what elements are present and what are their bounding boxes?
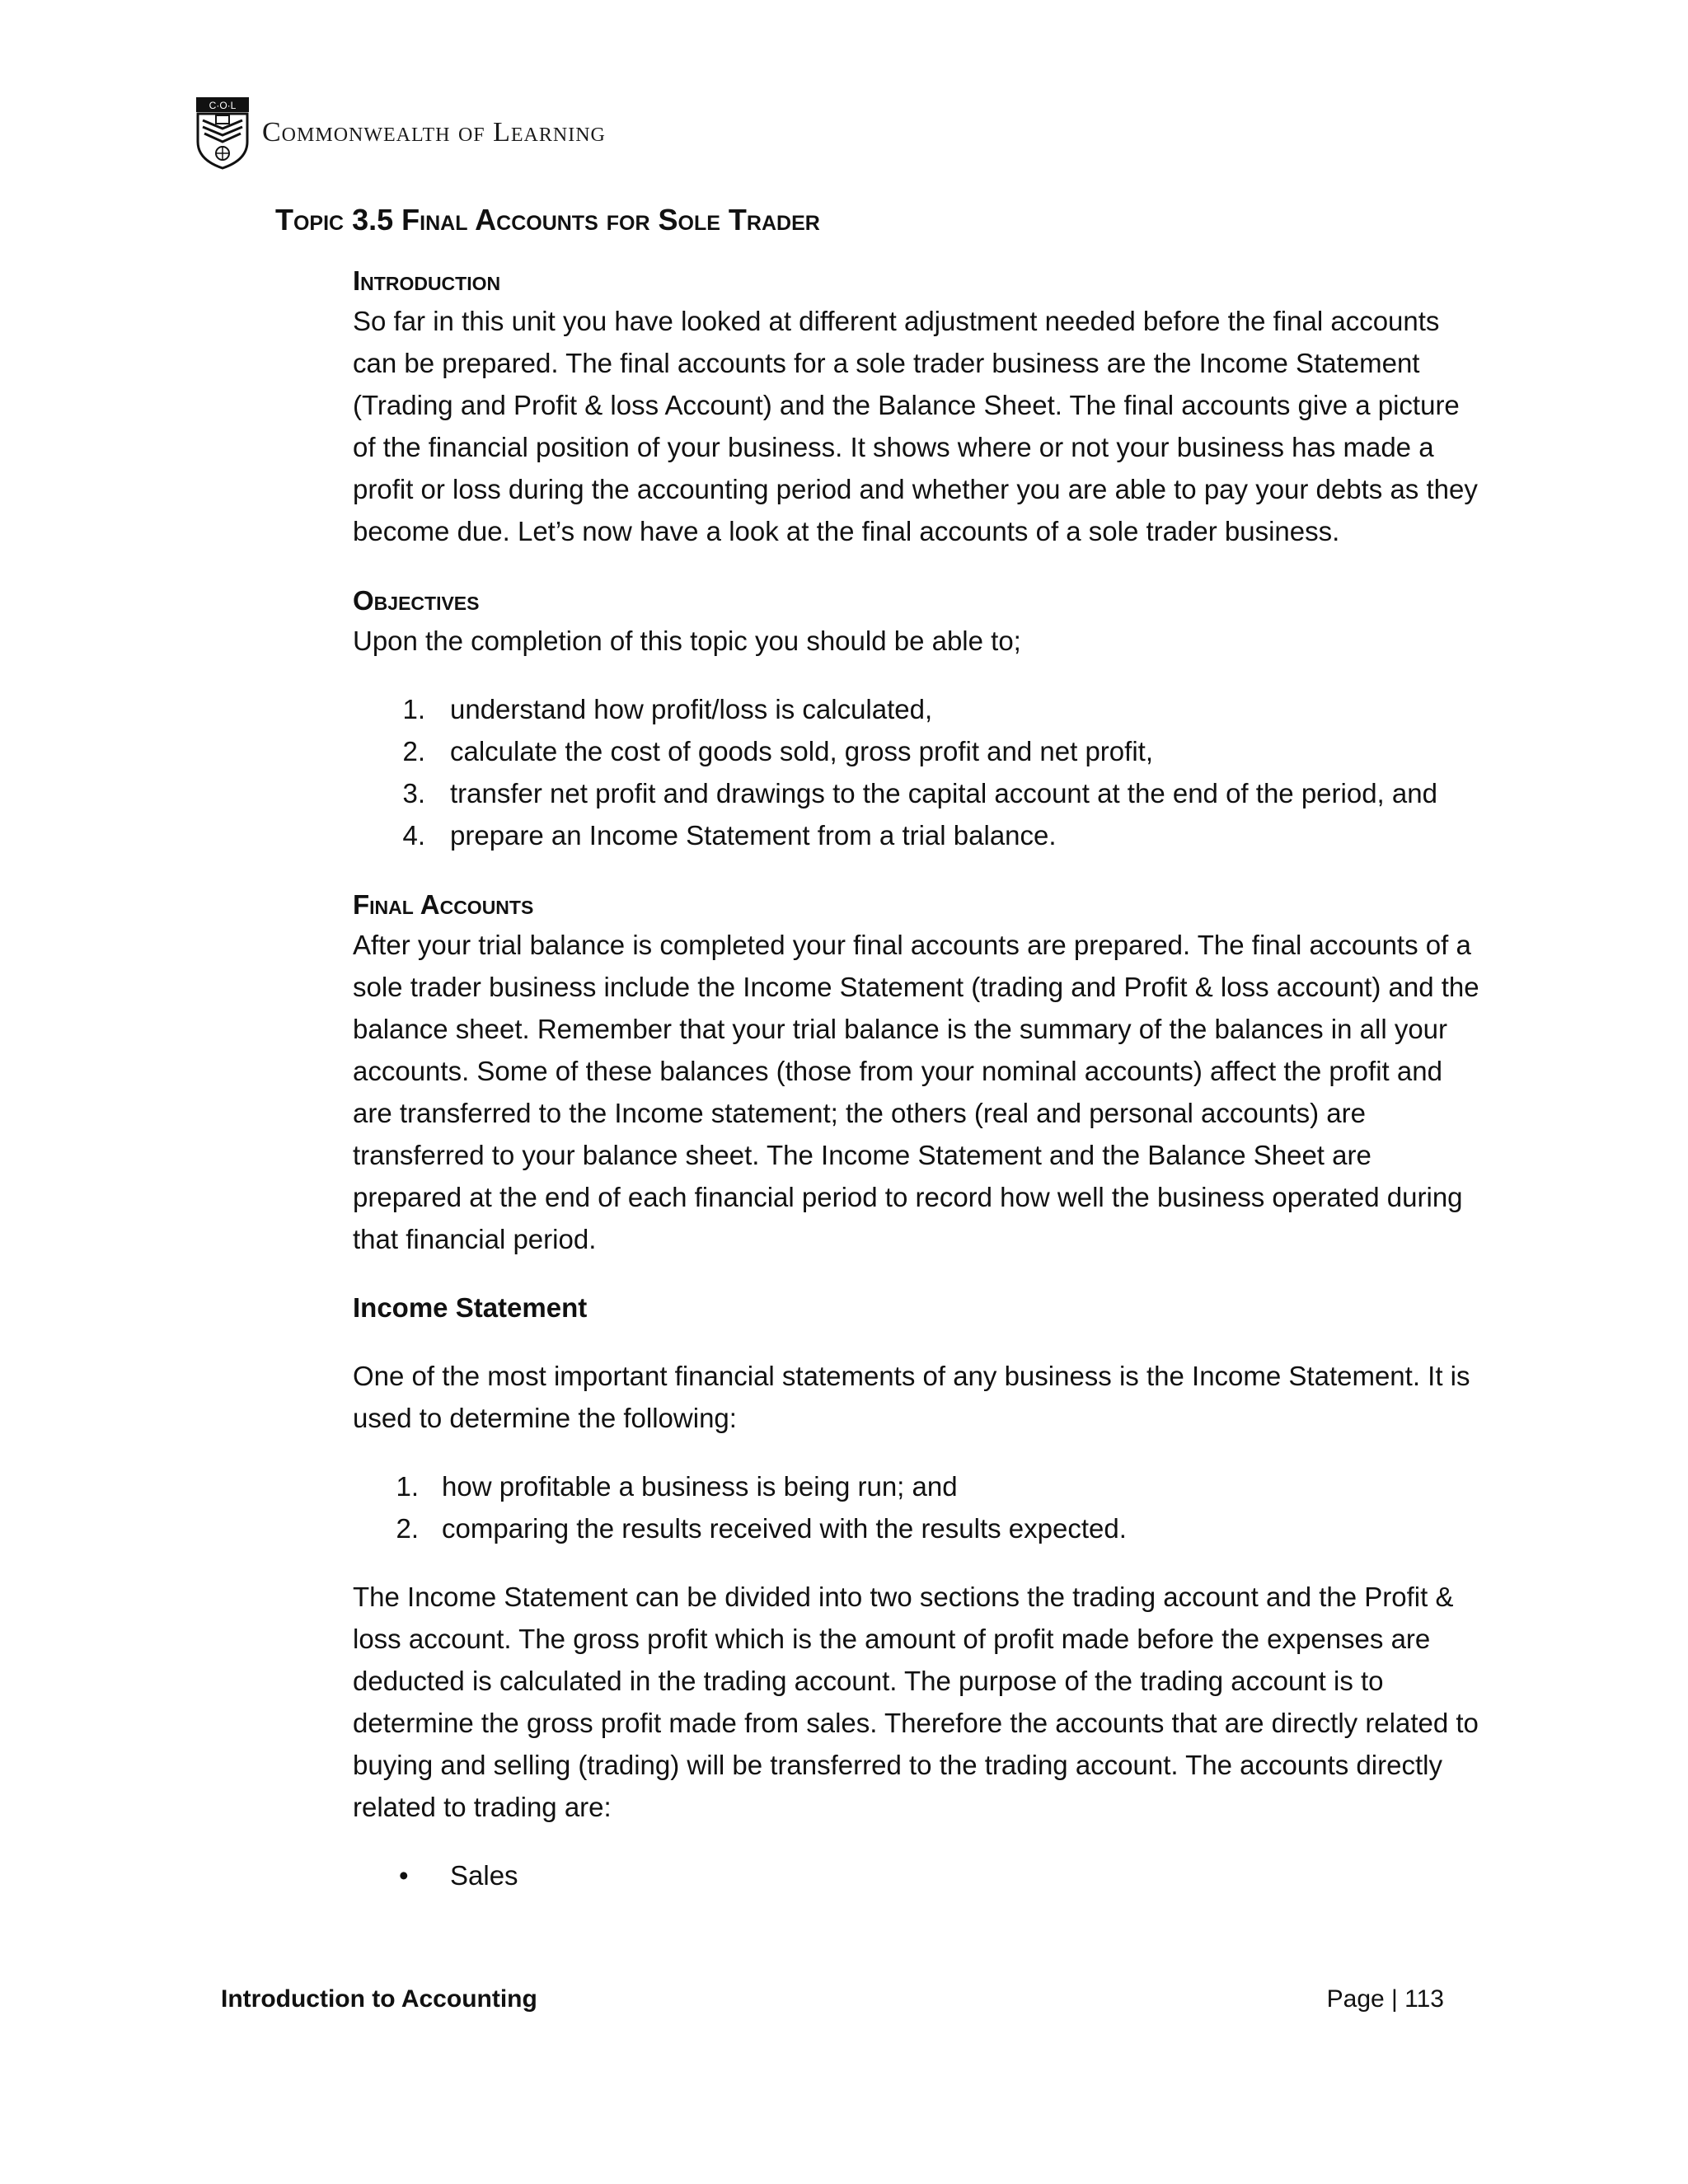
income-statement-uses-list (353, 1465, 1482, 1549)
list-item-text: prepare an Income Statement from a trial balance. (450, 820, 1057, 851)
income-statement-intro: One of the most important financial statements of any business is the Income Statement. It is used to determine the following: (353, 1361, 1470, 1433)
final-accounts-section (353, 886, 1482, 1260)
bullet-icon: • (399, 1860, 409, 1891)
col-shield-logo-icon (195, 96, 251, 170)
page-header (195, 96, 606, 170)
logo-text: C·O·L (209, 100, 237, 111)
objectives-heading: Objectives (353, 585, 480, 616)
final-accounts-heading: Final Accounts (353, 889, 534, 920)
list-item-text: Sales (450, 1860, 518, 1891)
introduction-body: So far in this unit you have looked at different adjustment needed before the final accounts can be prepared. The final accounts for a sole trader business are the Income Statement (Trading and Profit & loss Account) and the Balance Sheet. The final accounts give a picture of the financial position of your business. It shows where or not your business has made a profit or loss during the accounting period and whether you are able to pay your debts as they become due. Let’s now have a look at the final accounts of a sole trader business. (353, 306, 1478, 546)
topic-title: Topic 3.5 Final Accounts for Sole Trader (275, 203, 820, 237)
footer-page-number: Page | 113 (1326, 1985, 1444, 2013)
list-item (353, 1507, 1482, 1549)
list-number: 4. (402, 820, 425, 851)
income-statement-section (353, 1286, 1482, 1896)
list-item (353, 1465, 1482, 1507)
list-item (353, 688, 1482, 730)
list-item-text: understand how profit/loss is calculated, (450, 694, 933, 724)
trading-accounts-list (353, 1854, 1482, 1896)
list-number: 2. (396, 1513, 419, 1544)
income-statement-subheading: Income Statement (353, 1292, 588, 1323)
list-item-text: calculate the cost of goods sold, gross profit and net profit, (450, 736, 1153, 766)
list-item (353, 1854, 1482, 1896)
introduction-heading: Introduction (353, 265, 501, 296)
list-number: 1. (402, 694, 425, 724)
footer-course-title: Introduction to Accounting (221, 1985, 537, 2013)
objectives-intro: Upon the completion of this topic you should be able to; (353, 626, 1021, 656)
introduction-section (353, 262, 1482, 552)
list-item (353, 814, 1482, 856)
org-name: Commonwealth of Learning (262, 117, 606, 148)
list-number: 2. (402, 736, 425, 766)
list-item (353, 730, 1482, 772)
final-accounts-body: After your trial balance is completed your final accounts are prepared. The final accounts of a sole trader business include the Income Statement (trading and Profit & loss account) and the balance sheet. Remember that your trial balance is the summary of the balances in all your accounts. Some of these balances (those from your nominal accounts) affect the profit and are transferred to the Income statement; the others (real and personal accounts) are transferred to your balance sheet. The Income Statement and the Balance Sheet are prepared at the end of each financial period to record how well the business operated during that financial period. (353, 930, 1479, 1254)
list-number: 3. (402, 778, 425, 808)
income-statement-body: The Income Statement can be divided into two sections the trading account and the Profit & loss account. The gross profit which is the amount of profit made before the expenses are deducted is calculated in the trading account. The purpose of the trading account is to determine the gross profit made from sales. Therefore the accounts that are directly related to buying and selling (trading) will be transferred to the trading account. The accounts directly related to trading are: (353, 1582, 1479, 1822)
page-content (353, 262, 1482, 1896)
list-number: 1. (396, 1471, 419, 1502)
list-item (353, 772, 1482, 814)
list-item-text: how profitable a business is being run; and (442, 1471, 958, 1502)
objectives-section (353, 582, 1482, 856)
list-item-text: transfer net profit and drawings to the capital account at the end of the period, and (450, 778, 1437, 808)
objectives-list (353, 688, 1482, 856)
list-item-text: comparing the results received with the results expected. (442, 1513, 1127, 1544)
